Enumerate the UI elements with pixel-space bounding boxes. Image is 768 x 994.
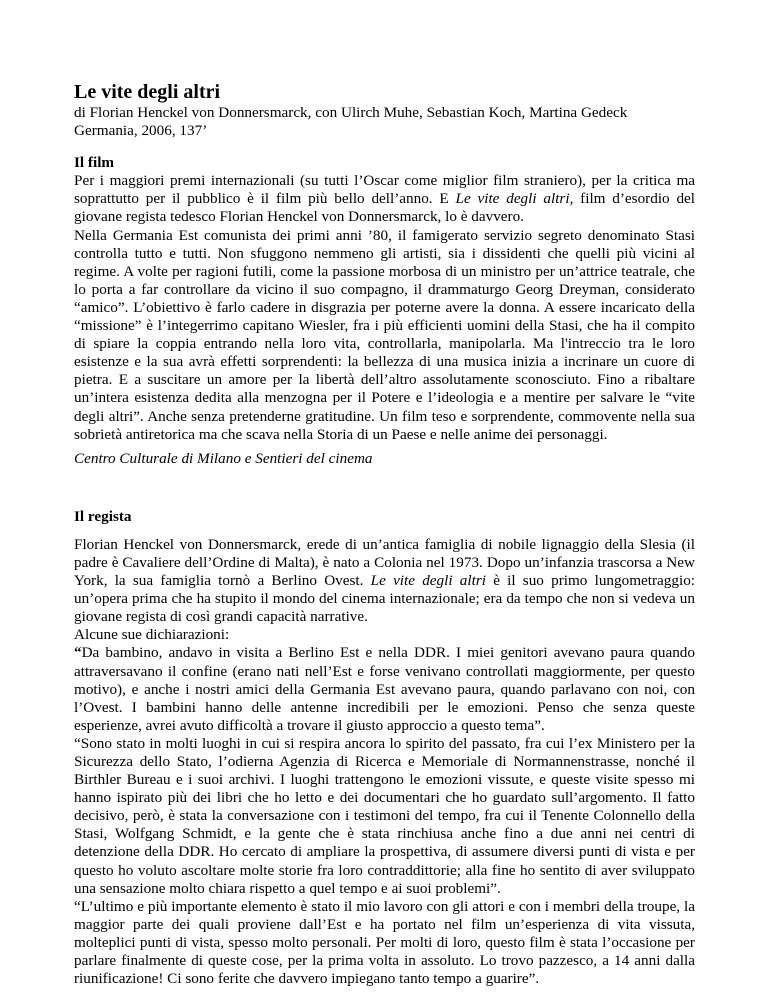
spacer: [74, 526, 695, 536]
spacer: [74, 468, 695, 508]
open-quote-mark: “: [74, 644, 82, 662]
section-heading-film: Il film: [74, 154, 115, 172]
film-paragraph-1: [74, 172, 695, 226]
credits-line: di Florian Henckel von Donnersmarck, con Ulirch Muhe, Sebastian Koch, Martina Gedeck: [74, 104, 628, 121]
film-title-italic: Le vite degli altri: [370, 572, 486, 590]
regista-paragraph-2: Alcune sue dichiarazioni:: [74, 626, 230, 644]
info-line: Germania, 2006, 137’: [74, 122, 208, 140]
document-page: [74, 80, 695, 988]
spacer: [74, 140, 695, 154]
document-title: Le vite degli altri: [74, 81, 221, 103]
director-name: Florian Henckel von Donnersmarck,: [74, 535, 302, 553]
quote-1: [74, 644, 695, 734]
text-span: Per i maggiori premi internazionali (su tutti l’Oscar come miglior film straniero), per la critica ma soprattutto per il pubblico è il film più bello dell’anno. E: [74, 172, 695, 208]
text-span: , film d’esordio del giovane regista tedesco Florian Henckel von Donnersmarck, lo è davvero.: [74, 190, 696, 226]
text-span: è il suo primo lungometraggio: un’opera prima che ha stupito il mondo del cinema internazionale; era da tempo che non si vedeva un giovane regista di così grandi capacità narrative.: [74, 572, 696, 626]
section-heading-regista: Il regista: [74, 507, 132, 525]
text-span: erede di un’antica famiglia di nobile lignaggio della Slesia (il padre è Cavaliere dell’Ordine di Malta), è nato a Colonia nel 1973. Dopo un’infanzia trascorsa a New York, la sua famiglia tornò a Berlino Ovest.: [74, 535, 695, 590]
regista-paragraph-1: [74, 536, 695, 626]
text-span: Da bambino, andavo in visita a Berlino Est e nella DDR. I miei genitori avevano paura quando attraversavano il confine (erano nati nell’Est e forse venivano controllati maggiormente, per questo motivo), e anche i nostri amici della Germania Est avevano paura, quando parlavano con noi, con l’Ovest. I bambini hanno delle antenne incredibili per le emozioni. Penso che senza queste esperienze, avrei avuto difficoltà a trovare il giusto approccio a questo tema”.: [74, 644, 695, 734]
quote-3: “L’ultimo e più importante elemento è stato il mio lavoro con gli attori e con i membri della troupe, la maggior parte dei quali proviene dall’Est e ha portato nel film un’esperienza di vita vissuta, molteplici punti di vista, spesso molto personali. Per molti di loro, questo film è stata l’occasione per parlare finalmente di queste cose, per la prima volta in assoluto. Lo trovo pazzesco, a 14 anni dalla riunificazione! Ci sono ferite che davvero impiegano tanto tempo a guarire”.: [74, 897, 695, 988]
film-title-italic: Le vite degli altri: [455, 190, 570, 208]
quote-2: “Sono stato in molti luoghi in cui si respira ancora lo spirito del passato, fra cui l’ex Ministero per la Sicurezza dello Stato, l’odierna Agenzia di Ricerca e Memoriale di Normannenstrasse, nonché il Birthler Bureau e i suoi archivi. I luoghi trattengono le emozioni vissute, e queste visite spesso mi hanno ispirato più dei libri che ho letto e dei documentari che ho guardato sull’argomento. Il fatto decisivo, però, è stata la conversazione con i testimoni del tempo, fra cui il Tenente Colonnello della Stasi, Wolfgang Schmidt, e la gente che è stata rinchiusa anche fino a due anni nei centri di detenzione della DDR. Ho cercato di ampliare la prospettiva, di assumere diversi punti di vista e per questo ho voluto ascoltare molte storie fra loro contraddittorie; alla fine ho sentito di aver sviluppato una sensazione molto chiara rispetto a quel tempo e ai suoi problemi”.: [74, 734, 695, 897]
source-credit: Centro Culturale di Milano e Sentieri del cinema: [74, 449, 373, 467]
film-paragraph-2: Nella Germania Est comunista dei primi anni ’80, il famigerato servizio segreto denominato Stasi controlla tutto e tutti. Non sfuggono nemmeno gli artisti, sia i dissidenti che quelli più vicini al regime. A volte per ragioni futili, come la passione morbosa di un ministro per un’attrice teatrale, che lo porta a far controllare da vicino il suo compagno, il drammaturgo Georg Dreyman, considerato “amico”. L’obiettivo è farlo cadere in disgrazia per poterne avere la donna. A essere incaricato della “missione” è l’integerrimo capitano Wiesler, fra i più efficienti uomini della Stasi, che ha il compito di spiare la coppia entrando nella loro vita, controllarla, manipolarla. Ma l'intreccio tra le loro esistenze e la sua avrà effetti sorprendenti: la bellezza di una musica inizia a incrinare un cuore di pietra. E a suscitare un amore per la libertà dell’altro assolutamente sconosciuto. Fino a ribaltare un’intera esistenza dedita alla menzogna per il Potere e l’ideologia e a mentire per salvare le “vite degli altri”. Anche senza pretenderne gratitudine. Un film teso e sorprendente, commovente nella sua sobrietà antiretorica ma che scava nella Storia di un Paese e nelle anime dei personaggi.: [74, 226, 695, 443]
